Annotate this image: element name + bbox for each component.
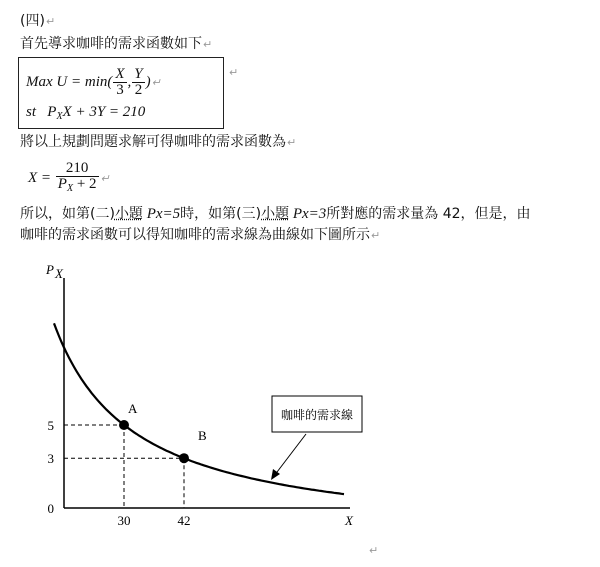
utility-comma: , [127, 74, 132, 90]
paragraph-mark-icon: ↵ [100, 173, 110, 185]
section-label-text: (四) [20, 13, 45, 29]
constraint-p: P [47, 104, 57, 120]
para-l1-b: 小題 [114, 206, 143, 222]
y-tick-label-0: 0 [47, 501, 54, 516]
demand-num: 210 [56, 161, 99, 177]
paragraph-mark-icon: ↵ [151, 77, 161, 89]
y-tick-label-5: 5 [47, 418, 54, 433]
frac2-num: Y [134, 66, 143, 83]
intro-line [20, 35, 212, 54]
para-l1-f: Px=3 [289, 206, 327, 222]
curve-label-arrow [274, 434, 306, 476]
paragraph-mark-icon: ↵ [45, 15, 56, 28]
x-tick-label-42: 42 [177, 513, 191, 528]
x-tick-label-30: 30 [117, 513, 131, 528]
demand-den-rest: + 2 [73, 176, 97, 193]
demand-function [28, 160, 110, 197]
frac1-den: 3 [116, 82, 124, 99]
para-line-1 [20, 205, 531, 223]
demand-den-sub: X [66, 183, 74, 195]
derive-text: 將以上規劃問題求解可得咖啡的需求函數為 [20, 134, 286, 150]
paragraph-mark-icon: ↵ [203, 38, 213, 51]
point-label-A: A [128, 401, 138, 416]
fraction-x-over-3 [113, 67, 126, 98]
paragraph-mark-icon: ↵ [369, 544, 379, 557]
point-label-B: B [198, 428, 207, 444]
para-l2: 咖啡的需求函數可以得知咖啡的需求線為曲線如下圖所示 [20, 227, 370, 243]
para-l1-a: 所以，如第(二) [20, 206, 115, 222]
paragraph-mark-icon: ↵ [287, 136, 297, 149]
x-axis-label: X [345, 513, 353, 528]
utility-lhs: Max U = min( [26, 74, 113, 90]
demand-lhs: X = [28, 170, 52, 186]
demand-curve-chart [0, 250, 600, 567]
frac2-den: 2 [134, 82, 143, 99]
demand-fraction [56, 161, 99, 196]
para-line-2 [20, 226, 380, 245]
constraint-rest: X + 3Y = 210 [62, 104, 146, 120]
constraint-p-sub: X [56, 111, 63, 122]
para-l1-g: 所對應的需求量為 42，但是，由 [326, 206, 531, 222]
utility-row [26, 67, 161, 98]
curve-label-text: 咖啡的需求線 [280, 408, 354, 422]
paragraph-mark-icon: ↵ [229, 66, 239, 79]
para-l1-e: 小題 [261, 206, 290, 222]
utility-close: ) [145, 74, 151, 90]
point-A [119, 420, 129, 430]
derive-line [20, 133, 296, 152]
frac1-num: X [115, 66, 125, 83]
constraint-st: st [26, 104, 37, 120]
section-label [20, 12, 55, 31]
constraint-row [26, 103, 145, 126]
paragraph-mark-icon: ↵ [371, 229, 381, 242]
y-axis-label: P [46, 262, 54, 277]
para-l1-d: 時，如第(三) [180, 206, 262, 222]
fraction-y-over-2 [132, 67, 144, 98]
point-B [179, 453, 189, 463]
y-tick-label-3: 3 [47, 451, 54, 467]
demand-den-p: P [57, 176, 67, 193]
y-axis-label-sub: X [55, 266, 63, 281]
intro-text: 首先導求咖啡的需求函數如下 [20, 36, 202, 52]
para-l1-c: Px=5 [142, 206, 181, 222]
